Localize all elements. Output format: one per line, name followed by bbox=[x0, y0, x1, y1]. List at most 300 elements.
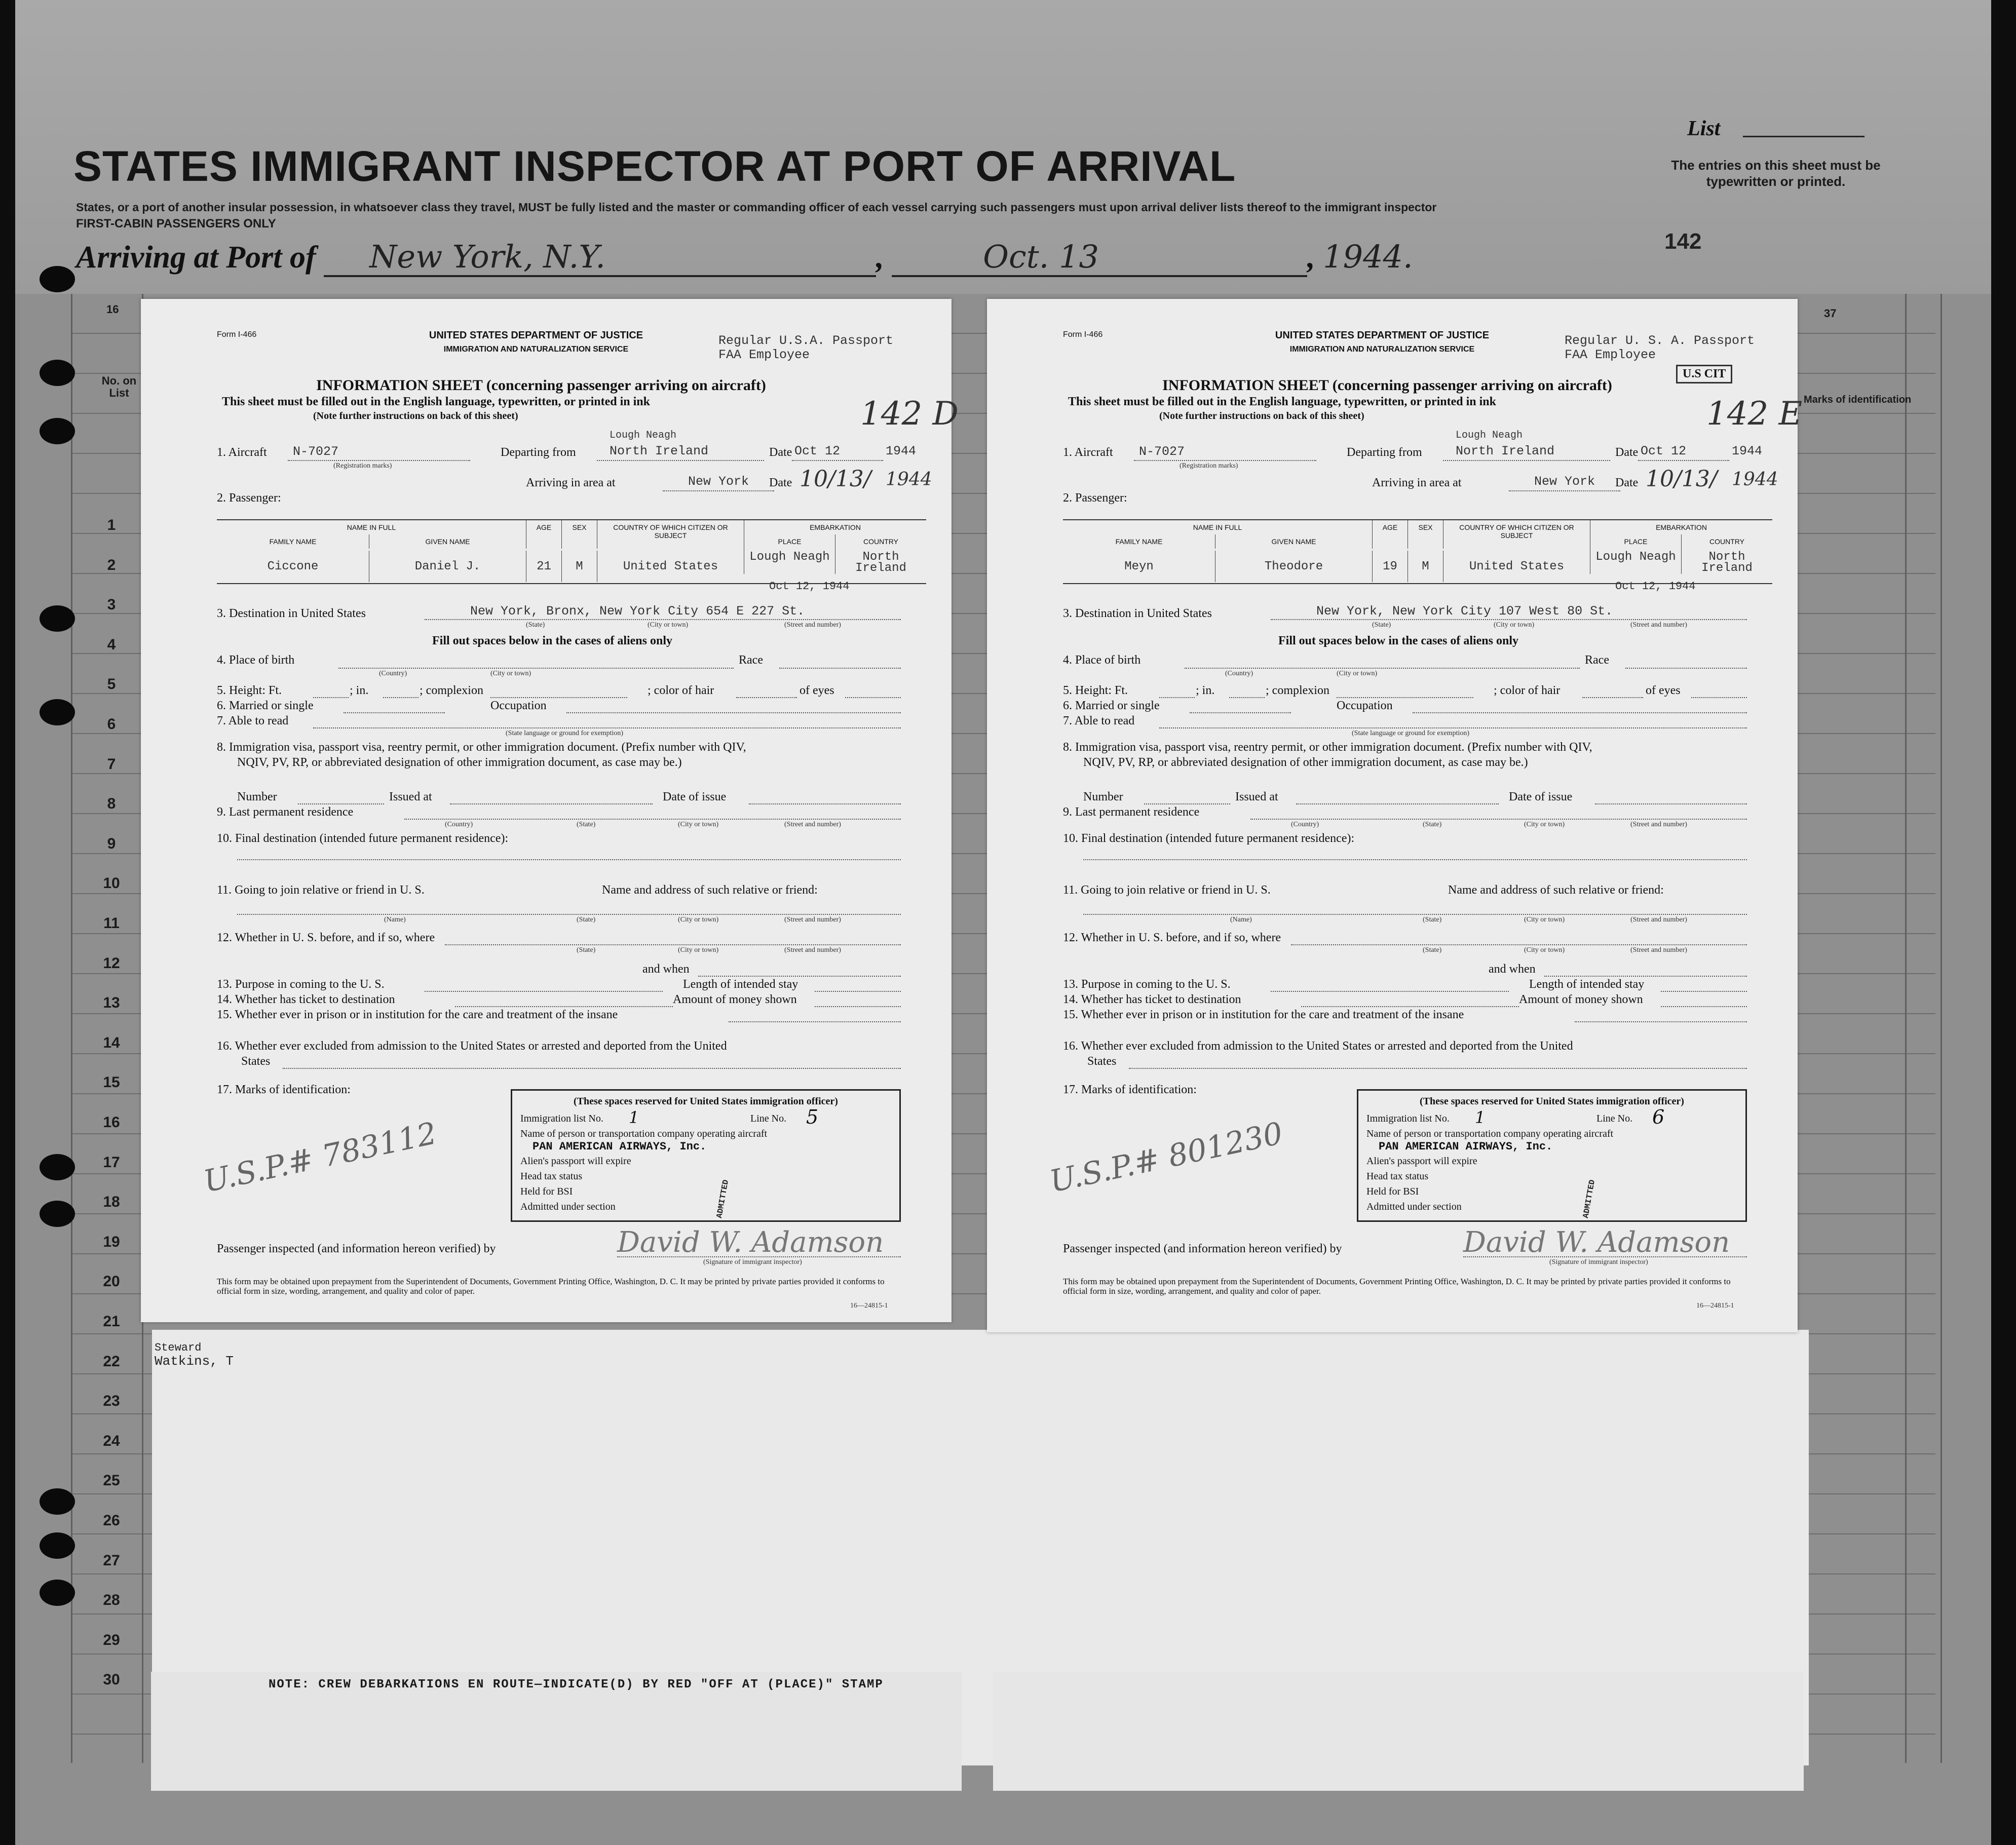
department-name: UNITED STATES DEPARTMENT OF JUSTICE bbox=[1275, 330, 1490, 341]
row-number: 4 bbox=[107, 636, 116, 653]
row-number: 9 bbox=[107, 835, 116, 852]
arrival-date: Oct. 13 bbox=[892, 238, 1307, 277]
passenger-citizenship: United States bbox=[597, 551, 744, 582]
fill-in-line bbox=[383, 697, 419, 698]
date-label: Date bbox=[1615, 476, 1639, 489]
complexion-label: ; complexion bbox=[1266, 684, 1329, 697]
inspected-by-label: Passenger inspected (and information hereon verified) by bbox=[1063, 1242, 1342, 1255]
department-name: UNITED STATES DEPARTMENT OF JUSTICE bbox=[429, 330, 643, 341]
depart-date: Oct 12 bbox=[1641, 444, 1687, 458]
line-number-value: 5 bbox=[806, 1106, 819, 1128]
street-caption: (Street and number) bbox=[784, 821, 841, 828]
race-label: Race bbox=[739, 654, 763, 667]
info-sheet-ciccone bbox=[141, 299, 959, 1322]
passenger-label: 2. Passenger: bbox=[1063, 491, 1127, 505]
date-of-issue-label: Date of issue bbox=[1509, 790, 1573, 803]
immigration-list-label: Immigration list No. bbox=[520, 1113, 603, 1124]
passenger-family-name: Ciccone bbox=[267, 560, 319, 573]
company-value: PAN AMERICAN AIRWAYS, Inc. bbox=[1379, 1140, 1553, 1153]
passport-note: Regular U. S. A. Passport bbox=[1565, 333, 1755, 348]
row-number: 6 bbox=[107, 716, 116, 733]
service-name: IMMIGRATION AND NATURALIZATION SERVICE bbox=[443, 345, 629, 354]
fill-in-line bbox=[313, 697, 349, 698]
sheet-subnote: (Note further instructions on back of this sheet) bbox=[313, 410, 518, 421]
passenger-table bbox=[217, 519, 926, 584]
fill-in-line bbox=[845, 697, 901, 698]
usp-handwritten-number: U.S.P.# 801230 bbox=[1046, 1116, 1286, 1200]
married-label: 6. Married or single bbox=[217, 699, 314, 712]
passenger-sex: M bbox=[1408, 551, 1443, 582]
prison-label: 15. Whether ever in prison or in institution for the care and treatment of the insane bbox=[1063, 1008, 1464, 1021]
date-label: Date bbox=[1615, 446, 1639, 459]
official-use-box bbox=[511, 1089, 901, 1222]
fill-in-line bbox=[749, 803, 901, 804]
inspector-signature: David W. Adamson bbox=[1463, 1226, 1730, 1259]
purpose-label: 13. Purpose in coming to the U. S. bbox=[1063, 978, 1231, 991]
destination-label: 3. Destination in United States bbox=[1063, 607, 1212, 620]
embarkation-country: North Ireland bbox=[835, 543, 926, 574]
fill-in-line bbox=[815, 991, 901, 992]
fill-in-line bbox=[1083, 914, 1747, 915]
number-label: Number bbox=[1083, 790, 1123, 803]
employee-note: FAA Employee bbox=[1565, 348, 1656, 362]
aliens-only-heading: Fill out spaces below in the cases of aliens only bbox=[432, 634, 673, 647]
row-number: 3 bbox=[107, 596, 116, 613]
going-to-join-label: 11. Going to join relative or friend in U. S. bbox=[1063, 883, 1271, 897]
form-footer: This form may be obtained upon prepayment from the Superintendent of Documents, Government Printing Office, Washington, D. C. It may be printed by private parties provided it conforms to official form in size, wording, arrangement, and quality and color of paper. bbox=[1063, 1277, 1731, 1296]
passenger-age: 19 bbox=[1372, 551, 1408, 582]
admitted-stamp: ADMITTED bbox=[715, 1179, 731, 1219]
binder-hole bbox=[40, 1201, 75, 1227]
row-number: 25 bbox=[103, 1472, 120, 1489]
binder-hole bbox=[40, 1580, 75, 1606]
last-residence-label: 9. Last permanent residence bbox=[1063, 805, 1200, 819]
print-code: 16—24815-1 bbox=[850, 1302, 888, 1310]
arrive-date: 10/13/ bbox=[800, 466, 871, 492]
fill-in-line bbox=[1129, 1068, 1747, 1069]
fill-in-line bbox=[1463, 1256, 1747, 1257]
fill-in-line bbox=[344, 712, 445, 713]
money-label: Amount of money shown bbox=[673, 993, 797, 1006]
able-to-read-label: 7. Able to read bbox=[1063, 714, 1135, 727]
final-destination-label: 10. Final destination (intended future permanent residence): bbox=[1063, 832, 1355, 845]
row-number: 18 bbox=[103, 1194, 120, 1211]
street-caption: (Street and number) bbox=[1630, 621, 1687, 629]
purpose-label: 13. Purpose in coming to the U. S. bbox=[217, 978, 385, 991]
admitted-stamp: ADMITTED bbox=[1581, 1179, 1597, 1219]
length-of-stay-label: Length of intended stay bbox=[683, 978, 798, 991]
official-use-heading: (These spaces reserved for United States immigration officer) bbox=[1420, 1096, 1684, 1107]
info-sheet-meyn bbox=[987, 299, 1803, 1332]
city-caption: (City or town) bbox=[678, 916, 719, 924]
money-label: Amount of money shown bbox=[1519, 993, 1643, 1006]
issued-at-label: Issued at bbox=[1235, 790, 1278, 803]
street-caption: (Street and number) bbox=[1630, 821, 1687, 828]
relative-friend-label: Name and address of such relative or friend: bbox=[1448, 883, 1664, 897]
country-caption: (Country) bbox=[1225, 670, 1253, 677]
fill-in-line bbox=[288, 460, 470, 461]
place-of-birth-label: 4. Place of birth bbox=[217, 654, 295, 667]
fill-in-line bbox=[1661, 1006, 1747, 1007]
excluded-label-2: States bbox=[1087, 1055, 1117, 1068]
embarkation-country: North Ireland bbox=[1681, 543, 1772, 574]
form-number: Form I-466 bbox=[1063, 330, 1103, 339]
destination-value: New York, Bronx, New York City 654 E 227 St. bbox=[470, 604, 805, 619]
column-37: 37 bbox=[1824, 307, 1837, 320]
fill-in-line bbox=[283, 1068, 901, 1069]
inches-label: ; in. bbox=[350, 684, 369, 697]
sheet-title: INFORMATION SHEET (concerning passenger arriving on aircraft) bbox=[1162, 377, 1612, 394]
city-caption: (City or town) bbox=[490, 670, 531, 677]
manifest-instructions: States, or a port of another insular possession, in whatsoever class they travel, MUST be fully listed and the master or commanding officer of each vessel carrying such passengers must upon arrival deliver lists thereof to the immigrant inspector bbox=[76, 201, 1437, 214]
row-number: 1 bbox=[107, 517, 116, 533]
passport-note: Regular U.S.A. Passport bbox=[718, 333, 894, 348]
fill-in-line bbox=[425, 619, 901, 620]
fill-in-line bbox=[1144, 803, 1230, 804]
state-caption: (State) bbox=[577, 916, 596, 924]
fill-in-line bbox=[1185, 668, 1580, 669]
passport-expire-label: Alien's passport will expire bbox=[520, 1156, 631, 1167]
table-header-age: AGE bbox=[526, 520, 561, 549]
table-header-given-name: GIVEN NAME bbox=[369, 534, 526, 549]
official-use-box bbox=[1357, 1089, 1747, 1222]
and-when-label: and when bbox=[642, 963, 690, 976]
aircraft-label: 1. Aircraft bbox=[1063, 446, 1113, 459]
city-caption: (City or town) bbox=[678, 821, 719, 828]
ticket-label: 14. Whether has ticket to destination bbox=[217, 993, 395, 1006]
row-number: 28 bbox=[103, 1592, 120, 1609]
arriving-label: Arriving in area at bbox=[526, 476, 616, 489]
passenger-sex: M bbox=[561, 551, 597, 582]
fill-in-line bbox=[1229, 697, 1265, 698]
passenger-age: 21 bbox=[526, 551, 561, 582]
row-number: 16 bbox=[103, 1114, 120, 1131]
arrive-date: 10/13/ bbox=[1646, 466, 1718, 492]
state-caption: (State) bbox=[526, 621, 545, 629]
fill-in-line bbox=[1301, 1006, 1519, 1007]
immigration-list-value: 1 bbox=[629, 1108, 639, 1127]
table-header-family-name: FAMILY NAME bbox=[269, 537, 317, 546]
table-header-citizen-country: COUNTRY OF WHICH CITIZEN OR SUBJECT bbox=[597, 520, 744, 549]
fill-in-line bbox=[1638, 460, 1729, 461]
fill-in-line bbox=[779, 668, 901, 669]
state-caption: (State) bbox=[577, 946, 596, 954]
fill-in-line bbox=[1250, 819, 1747, 820]
sheet-subtitle: This sheet must be filled out in the English language, typewritten, or printed in ink bbox=[1068, 395, 1496, 408]
list-label: List bbox=[1687, 117, 1721, 140]
name-caption: (Name) bbox=[384, 916, 406, 924]
form-footer: This form may be obtained upon prepayment from the Superintendent of Documents, Government Printing Office, Washington, D. C. It may be printed by private parties provided it conforms to official form in size, wording, arrangement, and quality and color of paper. bbox=[217, 1277, 885, 1296]
fill-in-line bbox=[729, 1021, 901, 1022]
table-header-name-in-full: NAME IN FULL bbox=[1193, 523, 1242, 531]
department-heading bbox=[394, 328, 678, 357]
registration-caption: (Registration marks) bbox=[333, 462, 392, 470]
prison-label: 15. Whether ever in prison or in institution for the care and treatment of the insane bbox=[217, 1008, 618, 1021]
departing-label: Departing from bbox=[1347, 446, 1422, 459]
fill-in-line bbox=[1575, 1021, 1747, 1022]
line-number-label: Line No. bbox=[1596, 1113, 1633, 1124]
table-header-embarkation: EMBARKATION bbox=[1590, 520, 1772, 534]
fill-in-line bbox=[1083, 859, 1747, 860]
ticket-label: 14. Whether has ticket to destination bbox=[1063, 993, 1241, 1006]
street-caption: (Street and number) bbox=[1630, 946, 1687, 954]
manifest-title: STATES IMMIGRANT INSPECTOR AT PORT OF ARRIVAL bbox=[73, 142, 1236, 190]
excluded-label: 16. Whether ever excluded from admission to the United States or arrested and deported from the United bbox=[217, 1040, 727, 1053]
sheet-title: INFORMATION SHEET (concerning passenger arriving on aircraft) bbox=[316, 377, 766, 394]
immigration-doc-label-2: NQIV, PV, RP, or abbreviated designation of other immigration document, as case may be.) bbox=[1083, 756, 1528, 769]
fill-in-line bbox=[1582, 697, 1643, 698]
table-header-name-in-full: NAME IN FULL bbox=[347, 523, 396, 531]
binder-hole bbox=[40, 1532, 75, 1559]
inches-label: ; in. bbox=[1196, 684, 1215, 697]
excluded-label: 16. Whether ever excluded from admission to the United States or arrested and deported from the United bbox=[1063, 1040, 1573, 1053]
row-number: 5 bbox=[107, 676, 116, 693]
manifest-page-number: 142 bbox=[1664, 229, 1702, 254]
fill-in-line bbox=[1443, 460, 1610, 461]
departing-place-top: Lough Neagh bbox=[1456, 430, 1523, 441]
height-label: 5. Height: Ft. bbox=[217, 684, 282, 697]
us-before-label: 12. Whether in U. S. before, and if so, where bbox=[1063, 931, 1281, 944]
married-label: 6. Married or single bbox=[1063, 699, 1160, 712]
inspected-by-label: Passenger inspected (and information hereon verified) by bbox=[217, 1242, 496, 1255]
signature-caption: (Signature of immigrant inspector) bbox=[1549, 1258, 1648, 1266]
complexion-label: ; complexion bbox=[420, 684, 483, 697]
fill-in-line bbox=[736, 697, 797, 698]
depart-year: 1944 bbox=[886, 444, 917, 458]
state-caption: (State) bbox=[577, 821, 596, 828]
fill-in-line bbox=[1271, 619, 1747, 620]
state-caption: (State) bbox=[1423, 946, 1442, 954]
row-number: 24 bbox=[103, 1432, 120, 1449]
aliens-only-heading: Fill out spaces below in the cases of aliens only bbox=[1278, 634, 1519, 647]
passenger-given-name: Daniel J. bbox=[369, 551, 526, 582]
language-caption: (State language or ground for exemption) bbox=[1352, 729, 1470, 737]
eyes-label: of eyes bbox=[800, 684, 834, 697]
fill-in-line bbox=[663, 490, 774, 491]
admitted-under-label: Admitted under section bbox=[520, 1201, 616, 1212]
fill-in-line bbox=[617, 1256, 901, 1257]
city-caption: (City or town) bbox=[1337, 670, 1378, 677]
aircraft-value: N-7027 bbox=[1139, 444, 1185, 459]
row-number: 26 bbox=[103, 1512, 120, 1529]
embarkation-place: Lough Neagh bbox=[744, 543, 835, 574]
aircraft-value: N-7027 bbox=[293, 444, 339, 459]
column-16: 16 bbox=[106, 303, 119, 316]
arrive-year: 1944 bbox=[886, 469, 932, 490]
street-caption: (Street and number) bbox=[784, 946, 841, 954]
fill-in-line bbox=[445, 944, 901, 945]
sheet-subnote: (Note further instructions on back of this sheet) bbox=[1159, 410, 1364, 421]
immigration-doc-label-2: NQIV, PV, RP, or abbreviated designation of other immigration document, as case may be.) bbox=[237, 756, 682, 769]
binder-hole bbox=[40, 699, 75, 725]
fill-in-line bbox=[455, 1006, 673, 1007]
table-header-citizen-country: COUNTRY OF WHICH CITIZEN OR SUBJECT bbox=[1443, 520, 1590, 549]
table-header-place: PLACE bbox=[1590, 534, 1681, 549]
row-number: 23 bbox=[103, 1393, 120, 1410]
able-to-read-label: 7. Able to read bbox=[217, 714, 289, 727]
fill-in-line bbox=[1413, 712, 1747, 713]
embarkation-date: Oct 12, 1944 bbox=[769, 580, 850, 593]
official-use-heading: (These spaces reserved for United States immigration officer) bbox=[574, 1096, 838, 1107]
marks-label: 17. Marks of identification: bbox=[1063, 1083, 1197, 1096]
table-header-family-name: FAMILY NAME bbox=[1115, 537, 1163, 546]
binder-hole bbox=[40, 1488, 75, 1515]
eyes-label: of eyes bbox=[1646, 684, 1681, 697]
final-destination-label: 10. Final destination (intended future permanent residence): bbox=[217, 832, 509, 845]
row-number: 7 bbox=[107, 755, 116, 773]
hair-label: ; color of hair bbox=[1494, 684, 1561, 697]
hair-label: ; color of hair bbox=[648, 684, 714, 697]
no-on-list-header: No. on List bbox=[101, 374, 137, 399]
date-label: Date bbox=[769, 476, 792, 489]
fill-in-line bbox=[450, 803, 653, 804]
occupation-label: Occupation bbox=[1337, 699, 1393, 712]
issued-at-label: Issued at bbox=[389, 790, 432, 803]
departing-place: North Ireland bbox=[610, 444, 709, 458]
name-caption: (Name) bbox=[1230, 916, 1252, 924]
table-header-emb-country: COUNTRY bbox=[835, 534, 926, 549]
race-label: Race bbox=[1585, 654, 1609, 667]
country-caption: (Country) bbox=[1291, 821, 1319, 828]
street-caption: (Street and number) bbox=[1630, 916, 1687, 924]
port-of-arrival: New York, N.Y. bbox=[324, 238, 876, 277]
print-code: 16—24815-1 bbox=[1696, 1302, 1734, 1310]
row-number: 11 bbox=[103, 915, 120, 932]
marks-of-identification-header: Marks of identification bbox=[1804, 394, 1912, 405]
city-caption: (City or town) bbox=[648, 621, 689, 629]
fill-in-line bbox=[1595, 803, 1747, 804]
row-number: 12 bbox=[103, 954, 120, 972]
row-number: 15 bbox=[103, 1074, 120, 1091]
binder-hole bbox=[40, 418, 75, 444]
fill-in-line bbox=[597, 460, 764, 461]
fill-in-line bbox=[815, 1006, 901, 1007]
city-caption: (City or town) bbox=[1524, 946, 1565, 954]
fill-in-line bbox=[566, 712, 901, 713]
passenger-table bbox=[1063, 519, 1772, 584]
watkins-fragment: Watkins, T bbox=[155, 1354, 234, 1369]
table-header-embarkation: EMBARKATION bbox=[744, 520, 926, 534]
company-value: PAN AMERICAN AIRWAYS, Inc. bbox=[532, 1140, 707, 1153]
row-number: 22 bbox=[103, 1353, 120, 1370]
length-of-stay-label: Length of intended stay bbox=[1529, 978, 1645, 991]
row-number: 13 bbox=[103, 994, 120, 1012]
departing-place-top: Lough Neagh bbox=[610, 430, 677, 441]
state-caption: (State) bbox=[1372, 621, 1391, 629]
fill-in-line bbox=[1337, 697, 1473, 698]
sheet-tag: 142 E bbox=[1706, 395, 1803, 433]
fill-in-line bbox=[298, 803, 384, 804]
fill-in-line bbox=[425, 991, 663, 992]
destination-value: New York, New York City 107 West 80 St. bbox=[1316, 604, 1613, 619]
departing-label: Departing from bbox=[501, 446, 576, 459]
held-bsi-label: Held for BSI bbox=[1366, 1186, 1419, 1197]
fill-in-line bbox=[404, 819, 901, 820]
city-caption: (City or town) bbox=[1524, 821, 1565, 828]
crew-note: NOTE: CREW DEBARKATIONS EN ROUTE—INDICATE(D) BY RED "OFF AT (PLACE)" STAMP bbox=[269, 1678, 884, 1692]
fill-in-line bbox=[338, 668, 734, 669]
language-caption: (State language or ground for exemption) bbox=[506, 729, 624, 737]
sheet-tag: 142 D bbox=[860, 395, 959, 433]
depart-year: 1944 bbox=[1732, 444, 1763, 458]
embarkation-place: Lough Neagh bbox=[1590, 543, 1681, 574]
us-before-label: 12. Whether in U. S. before, and if so, where bbox=[217, 931, 435, 944]
immigration-doc-label: 8. Immigration visa, passport visa, reentry permit, or other immigration document. (Prefix number with QIV, bbox=[217, 741, 746, 754]
binder-hole bbox=[40, 1154, 75, 1180]
aircraft-label: 1. Aircraft bbox=[217, 446, 267, 459]
arriving-label: Arriving at Port of bbox=[76, 240, 316, 275]
table-header-sex: SEX bbox=[1408, 520, 1443, 549]
manifest-class: FIRST-CABIN PASSENGERS ONLY bbox=[76, 217, 276, 230]
table-header-emb-country: COUNTRY bbox=[1681, 534, 1772, 549]
occupation-label: Occupation bbox=[490, 699, 547, 712]
usp-handwritten-number: U.S.P.# 783112 bbox=[200, 1116, 440, 1200]
date-label: Date bbox=[769, 446, 792, 459]
line-number-label: Line No. bbox=[750, 1113, 787, 1124]
blank-card-lower-right bbox=[993, 1672, 1804, 1791]
fill-in-line bbox=[1296, 803, 1499, 804]
last-residence-label: 9. Last permanent residence bbox=[217, 805, 354, 819]
head-tax-label: Head tax status bbox=[1366, 1171, 1429, 1182]
row-number: 17 bbox=[103, 1154, 120, 1171]
departing-place: North Ireland bbox=[1456, 444, 1555, 458]
fill-in-line bbox=[313, 727, 901, 728]
row-number: 20 bbox=[103, 1273, 120, 1290]
fill-in-line bbox=[1691, 697, 1747, 698]
registration-caption: (Registration marks) bbox=[1180, 462, 1238, 470]
arrival-year: 1944. bbox=[1323, 238, 1413, 275]
steward-fragment: Steward bbox=[155, 1341, 202, 1354]
binder-hole bbox=[40, 360, 75, 386]
manifest-rule bbox=[1905, 294, 1907, 1763]
fill-in-line bbox=[1134, 460, 1316, 461]
city-caption: (City or town) bbox=[1524, 916, 1565, 924]
fill-in-line bbox=[1661, 991, 1747, 992]
passenger-family-name: Meyn bbox=[1124, 560, 1154, 573]
fill-in-line bbox=[698, 976, 901, 977]
city-caption: (City or town) bbox=[678, 946, 719, 954]
street-caption: (Street and number) bbox=[784, 621, 841, 629]
service-name: IMMIGRATION AND NATURALIZATION SERVICE bbox=[1289, 345, 1475, 354]
row-number: 14 bbox=[103, 1034, 120, 1051]
row-number: 10 bbox=[103, 875, 120, 892]
employee-note: FAA Employee bbox=[718, 348, 810, 362]
department-heading bbox=[1240, 328, 1524, 357]
head-tax-label: Head tax status bbox=[520, 1171, 583, 1182]
entries-note: The entries on this sheet must be typewritten or printed. bbox=[1671, 158, 1881, 189]
manifest-rule bbox=[1941, 294, 1942, 1763]
company-label: Name of person or transportation company operating aircraft bbox=[520, 1128, 768, 1139]
passenger-given-name: Theodore bbox=[1215, 551, 1372, 582]
fill-in-line bbox=[1159, 727, 1747, 728]
arriving-label: Arriving in area at bbox=[1372, 476, 1462, 489]
marks-label: 17. Marks of identification: bbox=[217, 1083, 351, 1096]
going-to-join-label: 11. Going to join relative or friend in U. S. bbox=[217, 883, 425, 897]
row-number: 21 bbox=[103, 1313, 120, 1330]
embarkation-date: Oct 12, 1944 bbox=[1615, 580, 1696, 593]
arriving-place: New York bbox=[688, 474, 749, 489]
table-header-age: AGE bbox=[1372, 520, 1408, 549]
excluded-label-2: States bbox=[241, 1055, 271, 1068]
form-number: Form I-466 bbox=[217, 330, 257, 339]
admitted-under-label: Admitted under section bbox=[1366, 1201, 1462, 1212]
country-caption: (Country) bbox=[445, 821, 473, 828]
row-number: 19 bbox=[103, 1233, 120, 1250]
passenger-label: 2. Passenger: bbox=[217, 491, 281, 505]
arrive-year: 1944 bbox=[1732, 469, 1778, 490]
passport-expire-label: Alien's passport will expire bbox=[1366, 1156, 1477, 1167]
row-number: 30 bbox=[103, 1671, 120, 1688]
